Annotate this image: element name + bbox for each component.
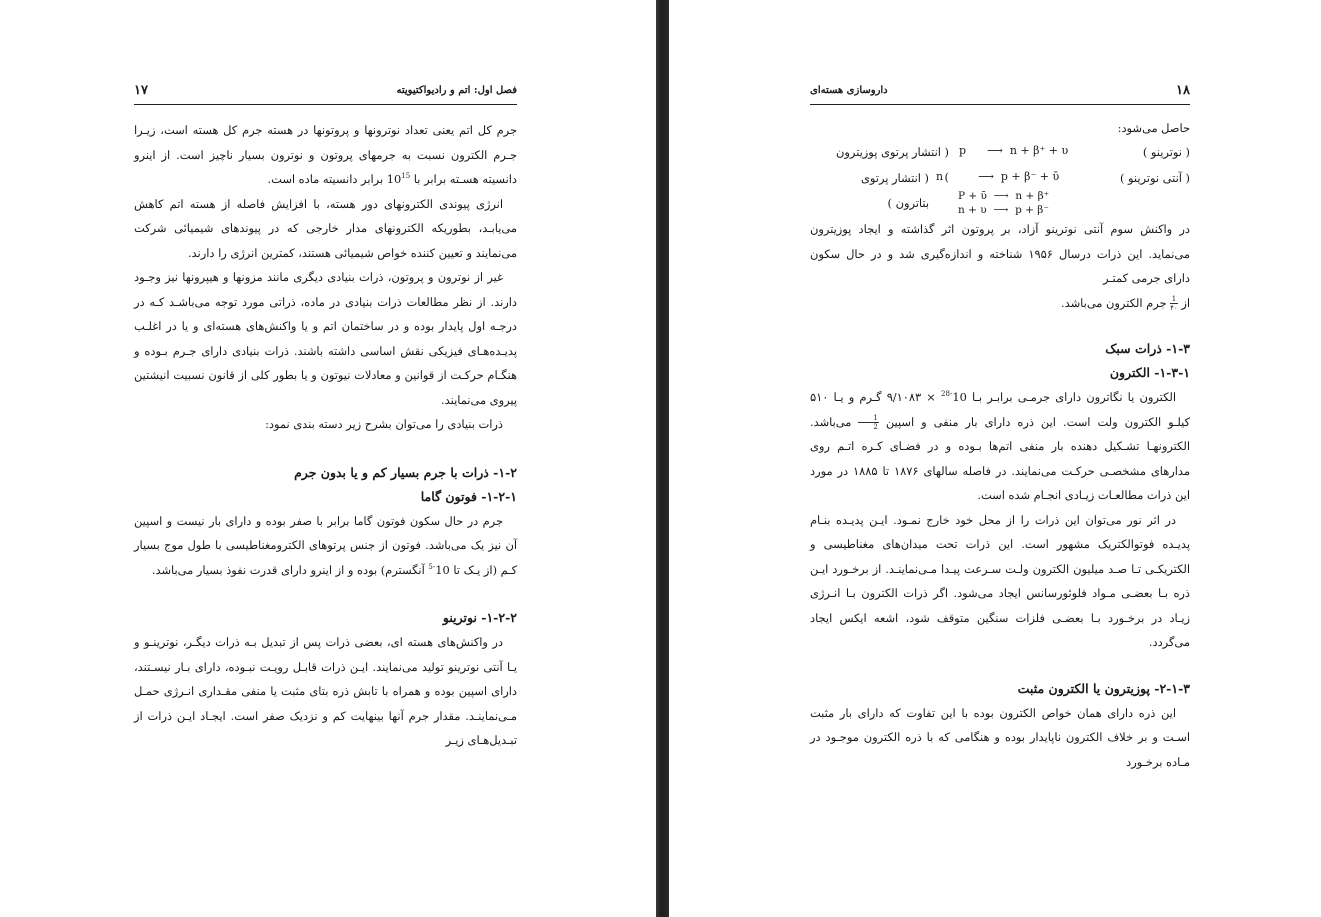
right-page-number: ۱۸ — [1176, 83, 1190, 98]
section-heading-2-1-3: ۲-۱-۳- پوزیترون یا الکترون مثبت — [1017, 680, 1190, 696]
right-intro: حاصل می‌شود: — [1117, 121, 1190, 135]
left-paragraph-5: جرم در حال سکون فوتون گاما برابر با صفر بوده و دارای بار نیست و اسپین آن نیز یک می‌باشد. فوتون از جنس پرتوهای الکترومغناطیسی با طول موج بسیار کـم (از یـک تا $10^{-5}$ آنگسترم) بوده و از اینرو دارای قدرت نفوذ بسیار می‌باشد. — [134, 513, 517, 577]
left-paragraph-4: ذرات بنیادی را می‌توان بشرح زیر دسته بندی نمود: — [265, 417, 503, 431]
equation-2-label: ( آنتی نوترینو ) — [1119, 171, 1190, 185]
right-paragraph-4: این ذره دارای همان خواص الکترون بوده با این تفاوت که دارای بار مثبت اسـت و بر خلاف الکترون ناپایدار بوده و هنگامی که با ذره الکترون موجـود در مـاده برخـورد — [810, 705, 1190, 769]
left-paragraph-6: در واکنش‌های هسته ای، بعضی ذرات پس از تبدیل بـه ذرات دیگـر، نوترینـو و یـا آنتی نوترینو تولید می‌نمایند. ایـن ذرات قابـل رویـت نبـوده، دارای بـار نیسـتند، دارای اسپین بوده و همراه با تابش ذره بتای مثبت یا منفی مقـداری انـرژی حمـل مـی‌نماینـد. مقدار جرم آنها بینهایت کم و نزدیک صفر است. ایجـاد ایـن ذرات از تبـدیل‌هـای زیـر — [134, 635, 517, 747]
right-paragraph-1: در واکنش سوم آنتی نوترینو آزاد، بر پروتون اثر گذاشته و ایجاد پوزیترون می‌نماید. این ذرات درسال ۱۹۵۶ شناخته و اندازه‌گیری شد و در حال سکون دارای جرمی کمتـر — [810, 222, 1191, 285]
equation-3: P + ῡ ⟶ n + β⁺ — [958, 190, 1050, 202]
section-heading-1-3-1: ۱-۳-۱- الکترون — [1109, 365, 1190, 380]
section-heading-1-2-1: ۱-۲-۱- فوتون گاما — [420, 488, 517, 504]
fraction-1-2: $\frac{1}{2}$ — [858, 414, 878, 431]
right-page-header — [810, 82, 1190, 105]
left-page-number: ۱۷ — [134, 83, 148, 98]
left-paragraph-1: جرم کل اتم یعنی تعداد نوترونها و پروتونها در هسته جرم کل هسته است، زیـرا جـرم الکترون نسبت به جرمهای پروتون و نوترون بسیار ناچیز است. از اینرو دانسیته هسـته برابر با $10^{15}$ برابر دانسیته ماده است. — [134, 123, 517, 186]
equation-1-label: ( نوترینو ) — [1142, 145, 1190, 159]
left-page-header — [134, 82, 517, 105]
right-page — [669, 0, 1321, 917]
equation-4: n + υ ⟶ p + β⁻ — [958, 204, 1049, 216]
left-body — [134, 118, 517, 753]
book-spine — [656, 0, 669, 917]
section-heading-1-2: ۱-۲- ذرات با جرم بسیار کم و یا بدون جرم — [294, 464, 517, 480]
fraction-1-40: $\frac{1}{۴۰}$ — [1170, 295, 1178, 312]
left-paragraph-3: غیر از نوترون و پروتون، ذرات بنیادی دیگری مانند مزونها و هیپرونها نیز وجـود دارند. از نظر مطالعات ذرات بنیادی در ماده، ذراتی مورد توجه می‌باشـد کـه در درجـه اول پایدار بوده و در ساختمان اتم و یا واکنش‌های هسته‌ای و یا در اغلـب پدیـده‌هـای فیزیکی نقش اساسی داشته باشند. ذرات بنیادی دارای جـرم بـوده و هنگـام حرکـت از قوانین و معادلات نیوتون و یا بطور کلی از قانون نسبیت انیشتین پیروی می‌نمایند. — [134, 270, 517, 407]
right-body — [810, 217, 1190, 774]
equation-2-note: ( انتشار پرتوی بتاترون ) — [860, 171, 929, 210]
right-paragraph-1-cont: از $\frac{1}{۴۰}$ جرم الکترون می‌باشد. — [1061, 295, 1190, 312]
equation-2: n ⟶ p + β⁻ + ῡ — [936, 170, 1060, 183]
right-paragraph-3: در اثر نور می‌توان این ذرات را از محل خود خارج نمـود. ایـن پدیـده بنـام پدیـده فوتوالکتریک مشهور است. این ذرات تحت میدان‌های مغناطیسی و الکتریکـی تـا صـد میلیون الکترون ولـت سـرعت پیـدا مـی‌نماینـد. از برخـورد ایـن ذره بـا بعضـی مـواد فلوئورسانس ایجاد می‌شود. اگر ذرات الکترون بـا انـرژی زیـاد در برخـورد بـا بعضـی فلزات سنگین متوقف شود، اشعه ایکس ایجاد می‌گردد. — [810, 512, 1190, 649]
equation-1: p ⟶ n + β⁺ + υ — [959, 144, 1069, 157]
equation-1-note: ( انتشار پرتوی پوزیترون ) — [836, 145, 949, 184]
right-paragraph-2: الکترون یا نگاترون دارای جرمـی برابـر بـا $10^{-28}$ × ۹/۱۰۸۳ گـرم و یـا ۵۱۰ کیلـو الکترون ولت است. این ذره دارای بار منفی و اسپین $\frac{1}{2}$ می‌باشد. الکترونهـا تشـکیل دهنده بار منفی اتم‌ها بـوده و در فضـای کـره اتـم روی مدارهای مشخصـی حرکـت می‌نمایند. در فاصله سالهای ۱۸۷۶ تا ۱۸۸۵ در مورد این ذرات مطالعـات زیـادی انجـام شده است. — [810, 390, 1191, 502]
left-running-title: فصل اول: اتم و رادیواکتیویته — [396, 85, 517, 96]
left-page — [0, 0, 656, 917]
right-running-title: داروسازی هسته‌ای — [810, 85, 888, 96]
left-paragraph-2: انرژی پیوندی الکترونهای دور هسته، با افزایش فاصله از هسته اتم کاهش می‌یابـد، بطوریکه الکترونهای مدار خارجی که در پیوندهای شیمیائی شرکت می‌نمایند و تعیین کننده خواص شیمیائی هستند، کمترین انرژی را دارند. — [134, 196, 517, 260]
section-heading-1-3: ۱-۳- ذرات سبک — [1105, 341, 1190, 356]
section-heading-1-2-2: ۱-۲-۲- نوترینو — [442, 610, 517, 625]
